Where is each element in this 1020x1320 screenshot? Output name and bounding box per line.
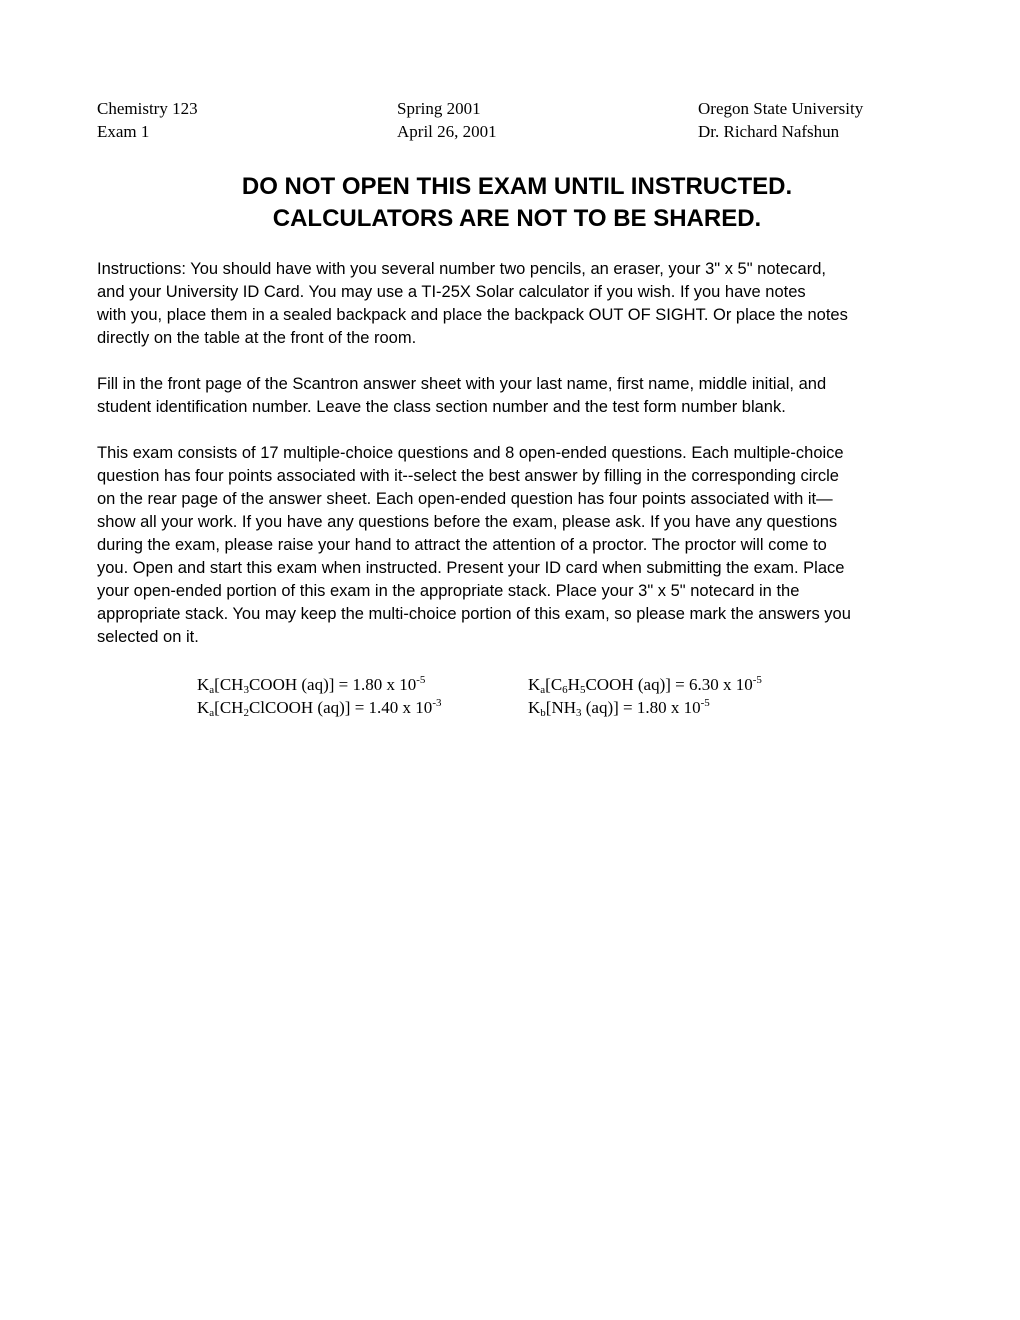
paragraph-line: question has four points associated with it--select the best answer by filling in the corresponding circle <box>97 467 839 485</box>
term: Spring 2001 <box>397 99 481 118</box>
exam-name: Exam 1 <box>97 122 150 141</box>
ka-chloroacetic-acid: $K_a[CH_2ClCOOH$ (aq)] = 1.40 x $10^{-3}$ <box>197 697 442 719</box>
paragraph-line: your open-ended portion of this exam in the appropriate stack. Place your 3" x 5" notecard in the <box>97 582 800 600</box>
instructions-paragraph <box>97 258 933 350</box>
ka-benzoic-acid: $K_a[C_6H_5COOH$ (aq)] = 6.30 x $10^{-5}$ <box>528 674 762 696</box>
paragraph-line: you. Open and start this exam when instructed. Present your ID card when submitting the exam. Place <box>97 559 845 577</box>
course-name: Chemistry 123 <box>97 99 198 118</box>
header-row-1 <box>97 98 937 120</box>
paragraph-line: appropriate stack. You may keep the multi-choice portion of this exam, so please mark the answers you <box>97 605 851 623</box>
warning-banner-line-1: DO NOT OPEN THIS EXAM UNTIL INSTRUCTED. <box>241 173 793 200</box>
paragraph-line: and your University ID Card. You may use a TI-25X Solar calculator if you wish. If you have notes <box>97 283 806 301</box>
exam-info-paragraph <box>97 442 933 649</box>
warning-banner-line-2: CALCULATORS ARE NOT TO BE SHARED. <box>272 205 762 232</box>
paragraph-line: with you, place them in a sealed backpack and place the backpack OUT OF SIGHT. Or place the notes <box>97 306 848 324</box>
exam-date: April 26, 2001 <box>397 122 497 141</box>
header-row-2 <box>97 121 937 143</box>
paragraph-line: show all your work. If you have any questions before the exam, please ask. If you have any questions <box>97 513 838 531</box>
scantron-paragraph <box>97 373 933 419</box>
paragraph-line: This exam consists of 17 multiple-choice questions and 8 open-ended questions. Each multiple-choice <box>97 444 844 462</box>
paragraph-line: Instructions: You should have with you several number two pencils, an eraser, your 3" x 5" notecard, <box>97 260 826 278</box>
paragraph-line: directly on the table at the front of the room. <box>97 329 417 347</box>
paragraph-line: selected on it. <box>97 628 199 646</box>
ka-acetic-acid: $K_a[CH_3COOH$ (aq)] = 1.80 x $10^{-5}$ <box>197 674 426 696</box>
paragraph-line: during the exam, please raise your hand to attract the attention of a proctor. The proctor will come to <box>97 536 827 554</box>
paragraph-line: student identification number. Leave the class section number and the test form number blank. <box>97 398 786 416</box>
paragraph-line: on the rear page of the answer sheet. Each open-ended question has four points associated with it— <box>97 490 833 508</box>
kb-ammonia: $K_b[NH_3$ (aq)] = 1.80 x $10^{-5}$ <box>528 697 710 719</box>
paragraph-line: Fill in the front page of the Scantron answer sheet with your last name, first name, middle initial, and <box>97 375 827 393</box>
instructor-name: Dr. Richard Nafshun <box>698 122 840 141</box>
school-name: Oregon State University <box>698 99 864 118</box>
